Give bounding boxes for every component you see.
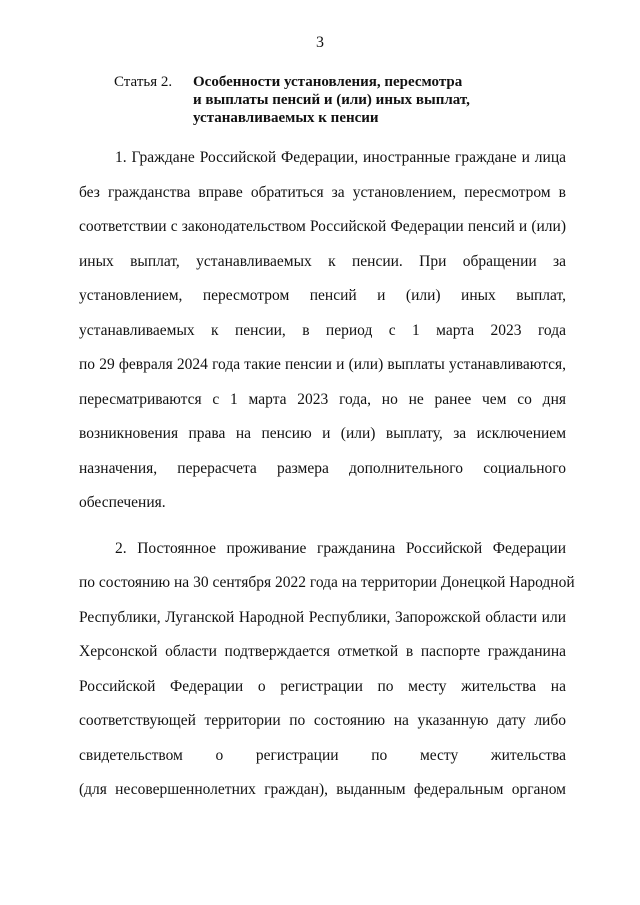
paragraph-line: по 29 февраля 2024 года такие пенсии и (или) выплаты устанавливаются, [79, 356, 566, 373]
paragraph-line: иных выплат, устанавливаемых к пенсии. При обращении за [79, 253, 566, 270]
paragraph-line: по состоянию на 30 сентября 2022 года на территории Донецкой Народной [79, 574, 575, 591]
paragraph-line: устанавливаемых к пенсии, в период с 1 марта 2023 года [79, 322, 566, 339]
paragraph-line: без гражданства вправе обратиться за установлением, пересмотром в [79, 184, 566, 201]
paragraph-line: Херсонской области подтверждается отметкой в паспорте гражданина [79, 643, 566, 660]
paragraph-line: (для несовершеннолетних граждан), выданным федеральным органом [79, 781, 566, 798]
paragraph-line: назначения, перерасчета размера дополнительного социального [79, 460, 566, 477]
page-number: 3 [316, 34, 324, 51]
paragraph-first-line: 1. Граждане Российской Федерации, иностранные граждане и лица [115, 149, 566, 166]
paragraph-line: возникновения права на пенсию и (или) выплату, за исключением [79, 425, 566, 442]
paragraph-line: Российской Федерации о регистрации по месту жительства на [79, 678, 566, 695]
paragraph-line: обеспечения. [79, 494, 166, 511]
article-title-line: и выплаты пенсий и (или) иных выплат, [193, 92, 470, 108]
article-title-line: устанавливаемых к пенсии [193, 110, 379, 126]
article-label: Статья 2. [114, 74, 173, 90]
paragraph-line: соответствии с законодательством Российской Федерации пенсий и (или) [79, 218, 566, 235]
paragraph-line: свидетельством о регистрации по месту жительства [79, 747, 566, 764]
paragraph-line: пересматриваются с 1 марта 2023 года, но не ранее чем со дня [79, 391, 566, 408]
paragraph-line: соответствующей территории по состоянию на указанную дату либо [79, 712, 566, 729]
article-title-line: Особенности установления, пересмотра [193, 74, 463, 90]
paragraph-line: Республики, Луганской Народной Республики, Запорожской области или [79, 609, 566, 626]
article-title [193, 73, 470, 127]
paragraph-first-line: 2. Постоянное проживание гражданина Российской Федерации [115, 540, 566, 557]
paragraph-line: установлением, пересмотром пенсий и (или) иных выплат, [79, 287, 566, 304]
